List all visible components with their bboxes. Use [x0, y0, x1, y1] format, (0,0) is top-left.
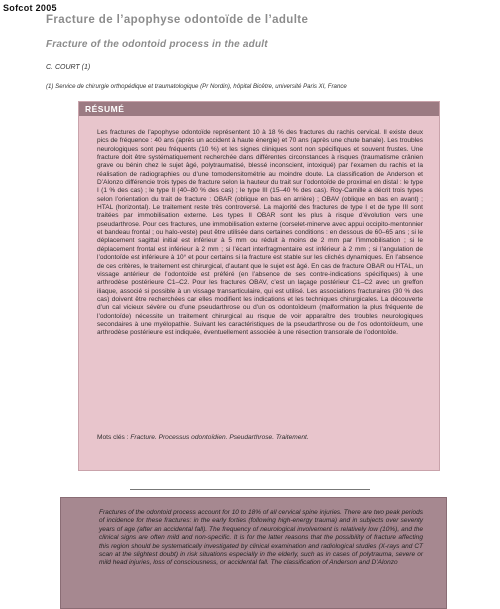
- keywords-label: Mots clés :: [97, 434, 129, 441]
- journal-header: Sofcot 2005: [3, 3, 57, 13]
- resume-body: Les fractures de l’apophyse odontoïde représentent 10 à 18 % des fractures du rachis cervical. Il existe deux pics de fréquence : 40 ans (après un accident à haute énergie) et 70 ans (après une chute banale). Les troubles neurologiques sont peu fréquents (10 %) et les signes cliniques sont non spécifiques et souvent frustes. Une fracture doit être systématiquement recherchée dans différentes circonstances à risques (traumatisme crânien grave ou bénin chez le sujet âgé, polytraumatisé, blessé inconscient, intoxiqué) par l’examen du rachis et la réalisation de radiographies ou d’une tomodensitométrie au moindre doute. La classification de Anderson et D’Alonzo différencie trois types de fracture selon la hauteur du trait sur l’odontoïde de proximal en distal : le type I (1 % des cas) ; le type II (40–80 % des cas) ; le type III (15–40 % des cas). Roy-Camille a décrit trois types selon l’orientation du trait de fracture : OBAR (oblique en bas en arrière) ; OBAV (oblique en bas en avant) ; HTAL (horizontal). Le traitement reste très controversé. La majorité des fractures de type I et de type III sont traitées par immobilisation externe. Les types II OBAR sont les plus à risque d’évolution vers une pseudarthrose. Pour ces fractures, une immobilisation externe (corselet-minerve avec appui occipito-mentonnier et bandeau frontal ; ou halo-veste) peut être utilisée dans certaines conditions : en dessous de 60–65 ans ; si le déplacement sagittal initial est inférieur à 5 mm ou réduit à moins de 2 mm par l’immobilisation ; si le déplacement frontal est inférieur à 2 mm ; si l’écart interfragmentaire est inférieur à 2 mm ; si l’angulation de l’odontoïde est inférieure à 10° et pour certains si la fracture est stable sur les clichés dynamiques. En l’absence de ces critères, le traitement est chirurgical, d’autant que le sujet est âgé. En cas de fracture OBAR ou HTAL, un vissage antérieur de l’odontoïde est préféré (en l’absence de ses contre-indications spécifiques) à une arthrodèse postérieure C1–C2. Pour les fractures OBAV, c’est un laçage postérieur C1–C2 avec un greffon iliaque, associé si possible à un vissage transarticulaire, qui est utilisé. Les associations fracturaires (30 % des cas) doivent être recherchées car elles modifient les indications et les techniques chirurgicales. La découverte d’un cal vicieux sévère ou d’une pseudarthrose ou d’un os odontoïdeum (malformation la plus fréquente de l’odontoïde) nécessite un traitement chirurgical au risque de voir apparaître des troubles neurologiques secondaires à une myélopathie. Suivant les caractéristiques de la pseudarthrose ou de l’os odontoïdeum, une arthrodèse postérieure est indiquée, éventuellement associée à une résection transorale de l’odontoïde.: [97, 129, 423, 337]
- keywords-list: Fracture. Processus odontoïdien. Pseudarthrose. Traitement.: [130, 434, 309, 441]
- keywords-line: [97, 434, 423, 441]
- summary-body: Fractures of the odontoid process account for 10 to 18% of all cervical spine injuries. There are two peak periods of incidence for these fractures: in the early forties (following high-energy trauma) and in subjects over seventy years of age (after an accidental fall). The frequency of neurological involvement is relatively low (10%), and the clinical signs are often mild and non-specific. It is for the latter reasons that the possibility of fracture affecting this region should be systematically investigated by clinical examination and radiological studies (X-rays and CT scan at the slightest doubt) in risk situations especially in the elderly, such as in cases of polytrauma, severe or mild head injuries, loss of consciousness, or accidental fall. The classification of Anderson and D’Alonzo: [99, 509, 423, 567]
- summary-panel: [60, 497, 447, 609]
- affiliation-line: (1) Service de chirurgie orthopédique et traumatologique (Pr Nordin), hôpital Bicêtre, université Paris XI, France: [46, 83, 347, 90]
- resume-heading: RÉSUMÉ: [79, 102, 439, 116]
- article-title-english: Fracture of the odontoid process in the adult: [46, 39, 268, 50]
- resume-panel: [78, 101, 440, 471]
- author-line: C. COURT (1): [46, 64, 91, 71]
- article-title-french: Fracture de l’apophyse odontoïde de l’adulte: [46, 14, 309, 26]
- section-divider: [130, 489, 370, 490]
